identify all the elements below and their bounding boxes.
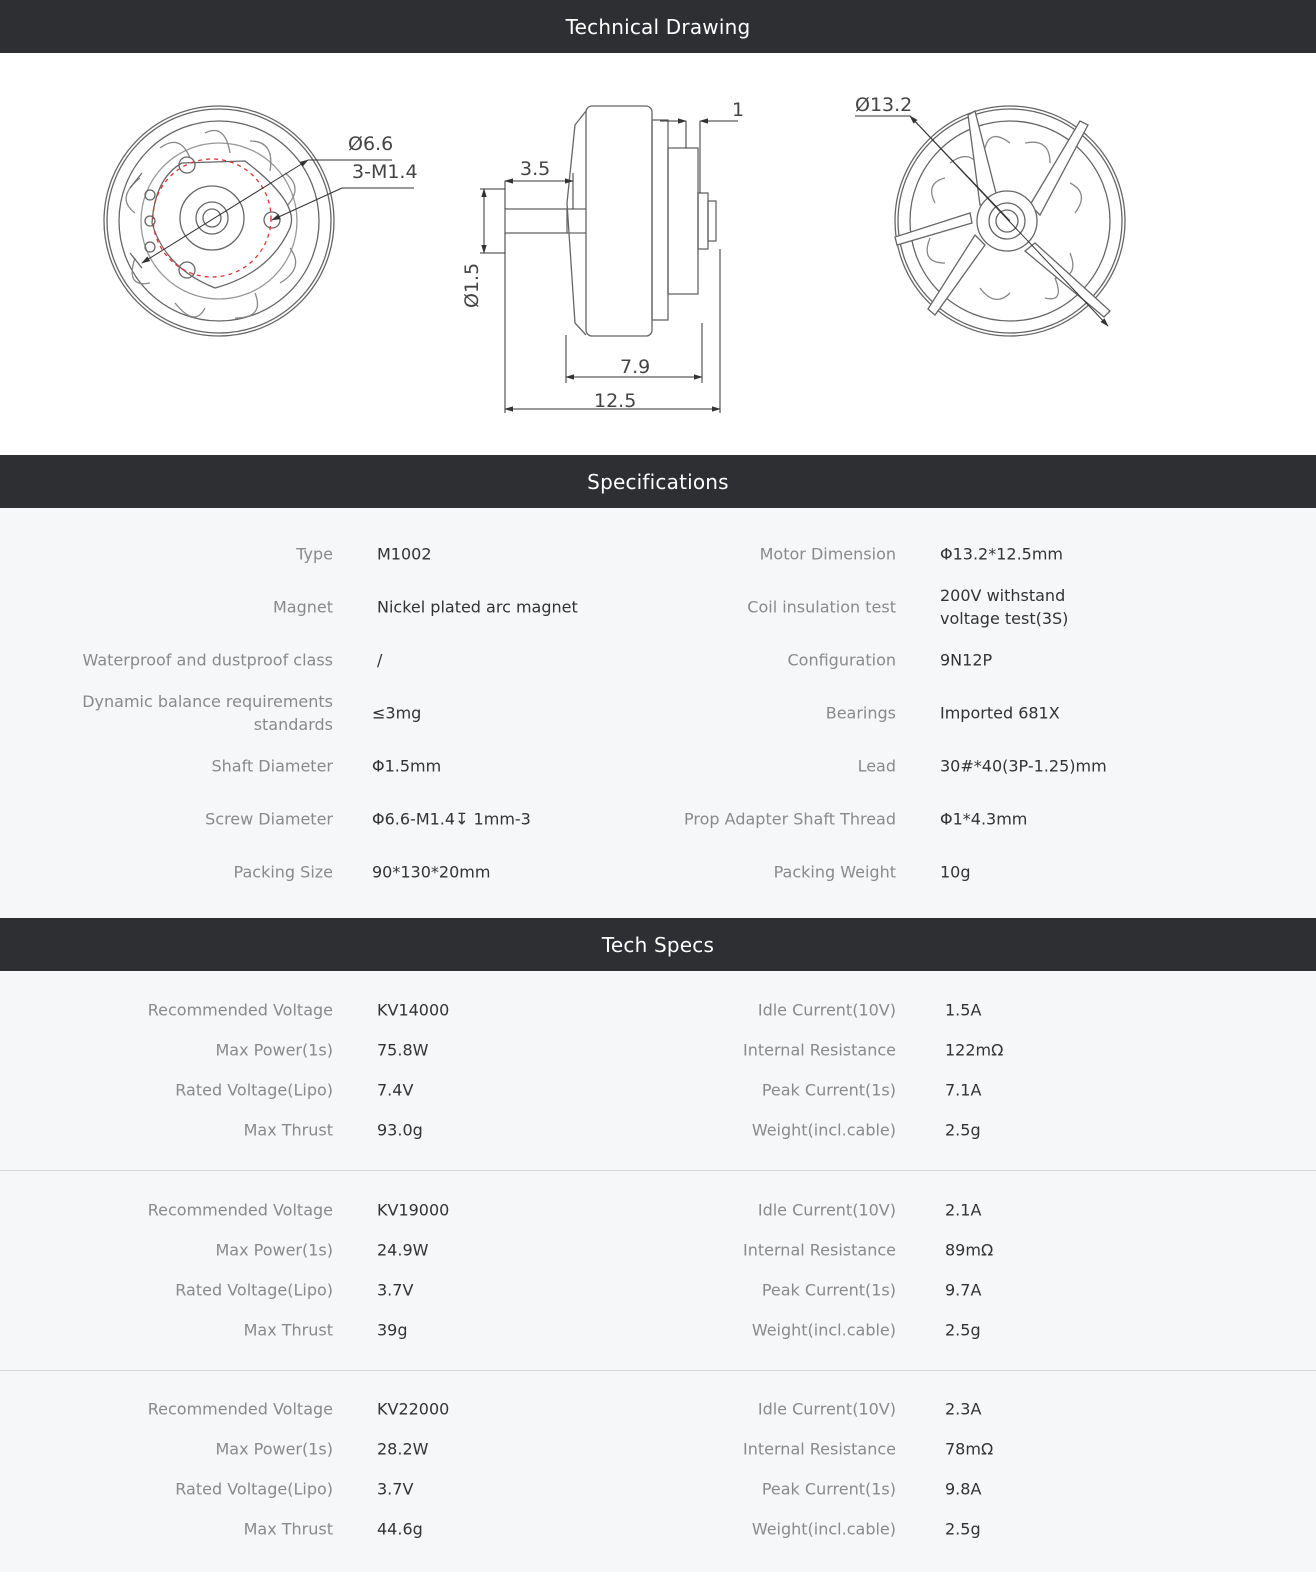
group-divider xyxy=(0,1170,1316,1171)
spec-label: Waterproof and dustproof class xyxy=(82,650,333,669)
tech-spec-value: 3.7V xyxy=(377,1479,414,1499)
spec-label: Bearings xyxy=(825,703,896,722)
spec-value: Φ6.6-M1.4↧ 1mm-3 xyxy=(372,809,531,828)
tech-spec-value: KV19000 xyxy=(377,1200,450,1219)
tech-spec-value: 122mΩ xyxy=(945,1040,1004,1060)
tech-spec-value: KV14000 xyxy=(377,1000,450,1020)
tech-spec-label: Peak Current(1s) xyxy=(761,1479,896,1499)
spec-row xyxy=(0,845,1316,898)
tech-spec-label: Rated Voltage(Lipo) xyxy=(175,1080,333,1100)
tech-spec-value: 2.5g xyxy=(945,1120,981,1140)
dim-body-label: 7.9 xyxy=(620,356,651,378)
tech-spec-row xyxy=(0,1230,1316,1270)
spec-label: Configuration xyxy=(787,650,896,669)
tech-spec-label: Rated Voltage(Lipo) xyxy=(175,1479,333,1499)
spec-row xyxy=(0,580,1316,633)
group-divider xyxy=(0,1370,1316,1371)
tech-spec-value: 28.2W xyxy=(377,1439,429,1459)
spec-value: 90*130*20mm xyxy=(372,862,491,881)
tech-spec-row xyxy=(0,1270,1316,1310)
tech-spec-row xyxy=(0,1310,1316,1350)
tech-spec-value: 89mΩ xyxy=(945,1240,994,1259)
spec-label: Packing Size xyxy=(233,862,333,881)
spec-value: / xyxy=(377,650,383,669)
tech-spec-label: Max Thrust xyxy=(243,1519,333,1539)
tech-spec-label: Peak Current(1s) xyxy=(761,1080,896,1100)
tech-spec-label: Idle Current(10V) xyxy=(757,1000,896,1020)
tech-spec-label: Internal Resistance xyxy=(743,1439,896,1459)
technical-drawing xyxy=(0,53,1316,455)
spec-value: M1002 xyxy=(377,544,432,563)
spec-label: Lead xyxy=(857,756,896,775)
spec-row xyxy=(0,792,1316,845)
tech-spec-value: 78mΩ xyxy=(945,1439,994,1459)
tech-spec-label: Internal Resistance xyxy=(743,1040,896,1060)
tech-spec-row xyxy=(0,990,1316,1030)
spec-label: Coil insulation test xyxy=(747,597,896,616)
tech-spec-value: 3.7V xyxy=(377,1280,414,1299)
spec-value: ≤3mg xyxy=(372,703,422,722)
tech-specs-title: Tech Specs xyxy=(601,932,715,957)
tech-spec-label: Recommended Voltage xyxy=(147,1000,333,1020)
spec-row xyxy=(0,527,1316,580)
bottom-view-drawing xyxy=(104,106,334,336)
tech-spec-value: 7.1A xyxy=(945,1080,982,1100)
tech-spec-row xyxy=(0,1190,1316,1230)
tech-spec-row xyxy=(0,1110,1316,1150)
tech-spec-label: Rated Voltage(Lipo) xyxy=(175,1280,333,1299)
spec-value: Nickel plated arc magnet xyxy=(377,597,578,616)
tech-spec-value: 9.8A xyxy=(945,1479,982,1499)
tech-spec-label: Recommended Voltage xyxy=(147,1399,333,1419)
tech-spec-value: 2.1A xyxy=(945,1200,982,1219)
side-view-drawing xyxy=(505,106,716,336)
dim-adapter-label: 1 xyxy=(732,99,745,121)
tech-spec-label: Idle Current(10V) xyxy=(757,1399,896,1419)
tech-spec-value: 2.5g xyxy=(945,1519,981,1539)
spec-label: Shaft Diameter xyxy=(211,756,333,775)
spec-label: Magnet xyxy=(272,597,333,616)
tech-spec-label: Internal Resistance xyxy=(743,1240,896,1259)
spec-label: Screw Diameter xyxy=(205,809,333,828)
tech-spec-row xyxy=(0,1469,1316,1509)
tech-spec-label: Max Power(1s) xyxy=(215,1240,333,1259)
dim-total-label: 12.5 xyxy=(594,390,637,412)
tech-spec-label: Idle Current(10V) xyxy=(757,1200,896,1219)
specifications-title: Specifications xyxy=(587,469,729,494)
spec-row xyxy=(0,739,1316,792)
tech-spec-label: Max Thrust xyxy=(243,1320,333,1339)
tech-spec-label: Weight(incl.cable) xyxy=(751,1320,896,1339)
spec-value: Imported 681X xyxy=(940,703,1060,722)
spec-label: Type xyxy=(296,544,333,563)
tech-specs-table xyxy=(0,971,1316,1568)
tech-spec-value: 24.9W xyxy=(377,1240,429,1259)
dim-shaft-diameter-label: Ø1.5 xyxy=(461,262,483,308)
tech-spec-label: Recommended Voltage xyxy=(147,1200,333,1219)
spec-label: Dynamic balance requirements standards xyxy=(82,691,333,734)
tech-spec-value: 93.0g xyxy=(377,1120,423,1140)
tech-specs-header xyxy=(0,918,1316,971)
technical-drawing-title: Technical Drawing xyxy=(565,14,751,39)
spec-value: Φ1*4.3mm xyxy=(940,809,1028,828)
tech-spec-value: 44.6g xyxy=(377,1519,423,1539)
tech-spec-value: 2.5g xyxy=(945,1320,981,1339)
spec-value: Φ13.2*12.5mm xyxy=(940,544,1064,563)
motor-drawing-svg xyxy=(0,53,1316,455)
spec-row xyxy=(0,686,1316,739)
dim-shaft-length-label: 3.5 xyxy=(520,158,551,180)
spec-value: Φ1.5mm xyxy=(372,756,442,775)
specifications-table xyxy=(0,508,1316,918)
tech-spec-value: 39g xyxy=(377,1320,408,1339)
tech-spec-label: Max Power(1s) xyxy=(215,1040,333,1060)
spec-label: Packing Weight xyxy=(773,862,896,881)
spec-value: 200V withstand voltage test(3S) xyxy=(940,585,1069,628)
tech-spec-value: KV22000 xyxy=(377,1399,450,1419)
tech-spec-row xyxy=(0,1429,1316,1469)
tech-spec-row xyxy=(0,1509,1316,1549)
tech-spec-label: Weight(incl.cable) xyxy=(751,1519,896,1539)
dim-screw-label: 3-M1.4 xyxy=(352,161,418,183)
tech-spec-value: 1.5A xyxy=(945,1000,982,1020)
tech-spec-label: Max Thrust xyxy=(243,1120,333,1140)
technical-drawing-header xyxy=(0,0,1316,53)
spec-value: 9N12P xyxy=(940,650,993,669)
spec-label: Prop Adapter Shaft Thread xyxy=(684,809,896,828)
tech-spec-row xyxy=(0,1389,1316,1429)
spec-row xyxy=(0,633,1316,686)
specifications-header xyxy=(0,455,1316,508)
dim-hole-label: Ø6.6 xyxy=(348,133,394,155)
tech-spec-label: Weight(incl.cable) xyxy=(751,1120,896,1140)
tech-spec-label: Peak Current(1s) xyxy=(761,1280,896,1299)
tech-spec-value: 7.4V xyxy=(377,1080,414,1100)
tech-spec-label: Max Power(1s) xyxy=(215,1439,333,1459)
spec-label: Motor Dimension xyxy=(759,544,896,563)
tech-spec-row xyxy=(0,1070,1316,1110)
spec-value: 10g xyxy=(940,862,971,881)
spec-value: 30#*40(3P-1.25)mm xyxy=(940,756,1107,775)
tech-spec-value: 2.3A xyxy=(945,1399,982,1419)
dim-outer-label: Ø13.2 xyxy=(855,94,913,116)
tech-spec-row xyxy=(0,1030,1316,1070)
tech-spec-value: 75.8W xyxy=(377,1040,429,1060)
tech-spec-value: 9.7A xyxy=(945,1280,982,1299)
